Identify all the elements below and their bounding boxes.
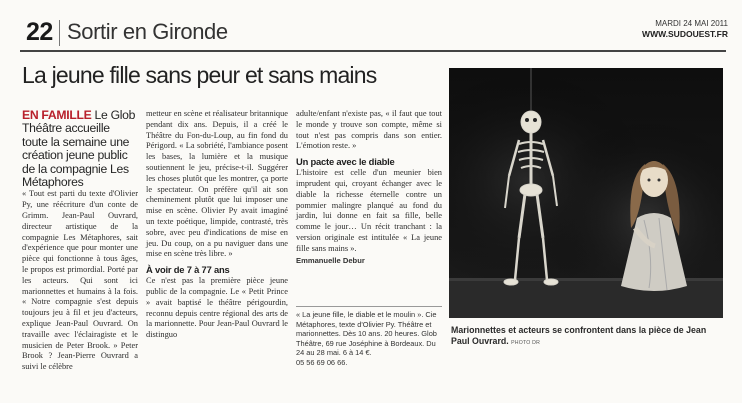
photo-caption	[451, 325, 723, 349]
photo-illustration	[449, 68, 723, 318]
header-divider	[59, 20, 60, 46]
subheading: Un pacte avec le diable	[296, 156, 395, 168]
subheading: À voir de 7 à 77 ans	[146, 264, 230, 276]
dateline	[642, 19, 728, 39]
info-text: « La jeune fille, le diable et le moulin ». Cie Métaphores, texte d'Olivier Py. Théâtre et marionnettes. Dès 10 ans. 20 heures. Glob Théâtre, 69 rue Joséphine à Bordeaux. Du 24 au 28 mai. 6 à 14 €.	[296, 310, 437, 358]
header-rule	[20, 50, 726, 52]
photo-credit: PHOTO DR	[511, 340, 541, 346]
article-column-1	[22, 109, 138, 373]
article-headline: La jeune fille sans peur et sans mains	[22, 62, 377, 88]
section-title: Sortir en Gironde	[67, 19, 228, 44]
body-paragraph: Ce n'est pas la première pièce jeune public de la compagnie. Le « Petit Prince » avait baptisé le théâtre périgourdin, reconnu depuis centre régional des arts de la marionnette. Pour Jean-Paul Ouvrard le distinguo	[146, 276, 288, 340]
article-lead	[22, 109, 138, 189]
author-signature: Emmanuelle Debur	[296, 255, 365, 265]
body-paragraph: « Tout est parti du texte d'Olivier Py, une réécriture d'un conte de Grimm. Jean-Paul Ouvrard, directeur artistique de la compagnie Les Métaphores, sait d'expérience que pour monter une pièce qui fonctionne à tous âges, le propos est primordial. Porté par les acteurs. Qui sont ici marionnettes et humains à la fois. « Notre compagnie s'est depuis toujours jeu à fil et jeu d'acteurs, explique Jean-Paul Ouvrard. On travaille avec l'éclairagiste et le musicien de Peter Brook. » Peter Brook ? Jean-Pierre Ouvrard a suivi le célèbre	[22, 189, 138, 372]
body-paragraph: adulte/enfant n'existe pas, « il faut que tout le monde y trouve son compte, même si tout n'est pas compris dans son entier. L'émotion reste. »	[296, 109, 442, 151]
page-header	[0, 0, 742, 48]
website-url: WWW.SUDOUEST.FR	[642, 29, 728, 39]
issue-date: MARDI 24 MAI 2011	[655, 19, 728, 28]
body-paragraph: metteur en scène et réalisateur britannique pendant dix ans. Depuis, il a créé le Théâtre du Fon-du-Loup, au fin fond du Périgord. « La sobriété, l'ambiance posent les bases, la lumière et la musique soutiennent le jeu, précise-t-il. Suggérer les choses plutôt que les montrer, ça porte le spectateur. On préfère qu'il ait son cheminement plutôt que lui imposer une mise en scène. Olivier Py avait imaginé un texte poétique, limpide, contrasté, très sobre, avec peu d'indications de mise en jeu. Du coup, on a pu naviguer dans une mise en scène très libre. »	[146, 109, 288, 259]
practical-info	[296, 306, 442, 368]
info-phone: 05 56 69 06 66.	[296, 357, 348, 367]
article-column-3	[296, 109, 442, 266]
article-column-2	[146, 109, 288, 341]
lead-text: Le Glob Théâtre accueille toute la semaine une création jeune public de la compagnie Les Métaphores	[22, 108, 136, 190]
lead-kicker: EN FAMILLE	[22, 108, 92, 122]
body-paragraph: L'histoire est celle d'un meunier bien imprudent qui, croyant échanger avec le diable la richesse éternelle contre un pommier malingre planqué au fond du jardin, lui donne en fait sa fille, belle comme le jour… Un récit tranchant : la version originale est intitulée « La jeune fille sans mains ».	[296, 168, 442, 253]
stage-photo	[449, 68, 723, 318]
caption-text: Marionnettes et acteurs se confrontent dans la pièce de Jean Paul Ouvrard.	[451, 325, 707, 346]
page-number: 22	[26, 18, 53, 46]
